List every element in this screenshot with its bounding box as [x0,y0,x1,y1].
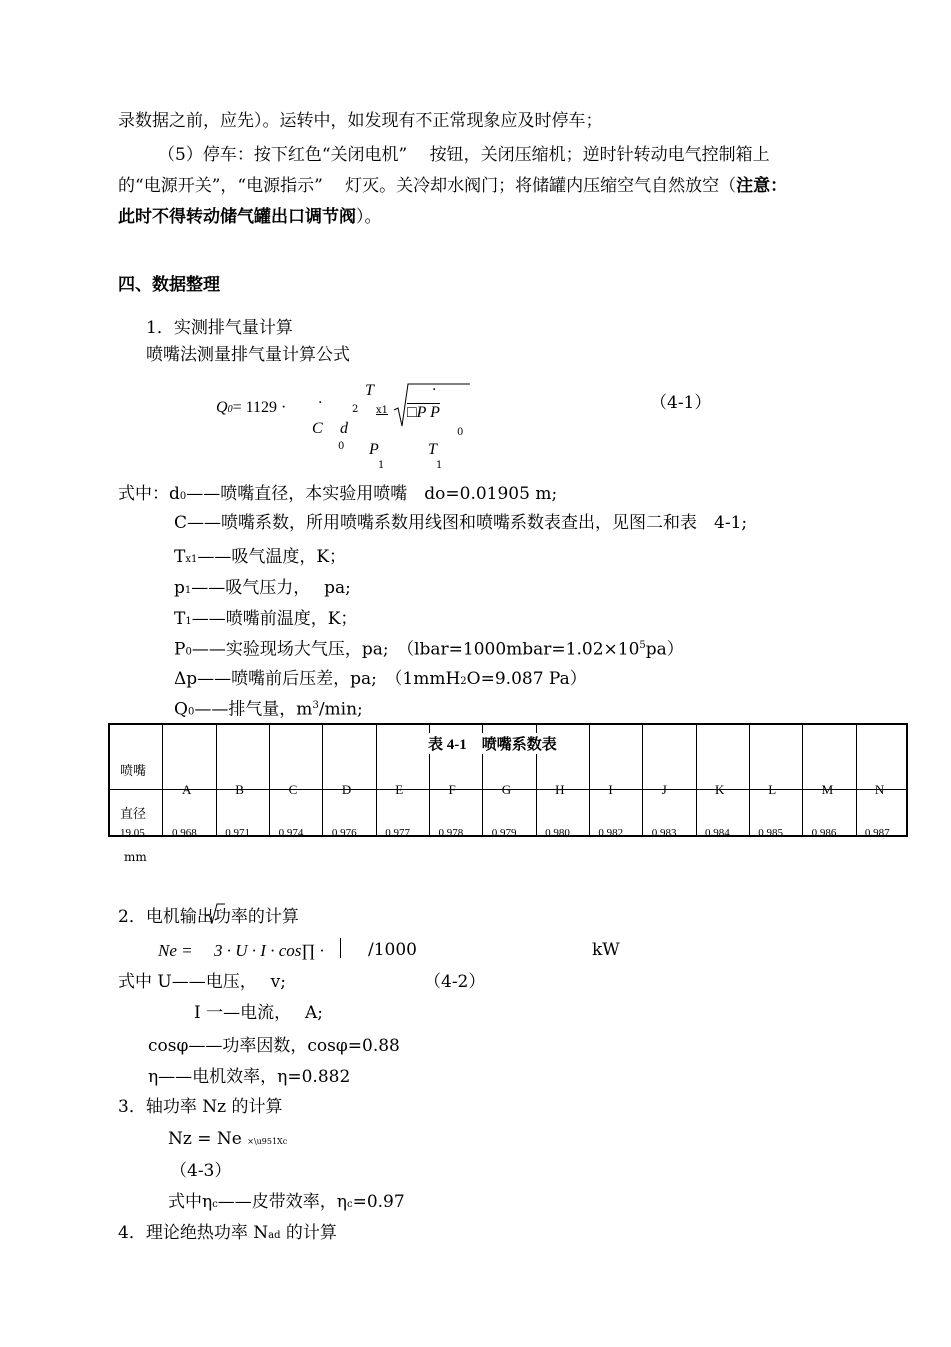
definition-line: T1——喷嘴前温度，K； [174,609,358,629]
formula-sqrt-sub: 0 [457,427,464,438]
paragraph-bold-text: 此时不得转动储气罐出口调节阀 [118,207,356,227]
item-heading: 2．电机输出功率的计算 [118,907,299,927]
formula-p: P [369,441,379,458]
equation-number: （4-1） [650,393,712,413]
definition-line: Q0——排气量，$m^3/\min$; [174,699,363,720]
paragraph-line: （5）停车：按下红色“关闭电机” 按钮，关闭压缩机；逆时针转动电气控制箱上 [158,145,770,165]
table-column-header: I [608,782,613,797]
table-column-header: L [768,782,777,797]
table-cell: 0.977 [385,827,410,839]
table-cell: 0.971 [225,827,251,839]
table-divider [749,725,750,835]
definition-line: Tx1——吸气温度，K； [174,547,347,567]
table-cell: 0.968 [172,827,197,839]
formula-dot: · [318,395,323,411]
formula-ne-unit: kW [592,940,620,960]
table-cell: 0.980 [545,827,570,839]
table-divider [162,725,163,835]
definition-line: cosφ——功率因数，cosφ=0.88 [148,1036,400,1056]
table-unit: mm [124,850,147,864]
table-cell: 0.976 [331,827,357,839]
sqrt-sign-icon [203,902,227,924]
formula-d: d [340,420,348,437]
formula-d-sup: 2 [352,404,359,415]
paragraph-text: ）。 [356,207,382,227]
definition-line: 式中 U——电压， v; [118,972,286,992]
definition-line: I 一—电流， A; [194,1003,324,1023]
formula-ne-lhs: Ne = [158,941,193,960]
formula-d-sub: 0 [338,441,345,452]
table-column-header: H [555,782,565,797]
formula-ne-div: /1000 [368,940,417,960]
definition-line: P0——实验现场大气压，pa; $(lbar=1000mbar=1.02\times 10^5pa)$ [174,639,684,660]
item-heading: 1．实测排气量计算 [146,318,293,338]
formula-bar [340,938,342,958]
table-divider [269,725,270,835]
paragraph-line [118,178,787,195]
table-cell: 0.986 [811,827,837,839]
formula-t: T [365,382,374,399]
table-cell: 0.987 [864,827,890,839]
table-title: 表 4-1 喷嘴系数表 [424,733,561,754]
table-cell: 0.984 [705,827,730,839]
definition-line: 式中：d0——喷嘴直径，本实验用喷嘴 do=0.01905 m; [118,484,558,504]
nozzle-coefficient-table [108,723,908,837]
item-subheading: 喷嘴法测量排气量计算公式 [146,345,350,365]
definition-line: Δp——喷嘴前后压差，pa; （1mmH2O=9.087 Pa） [174,669,587,689]
definition-line: η——电机效率，η=0.882 [148,1067,351,1087]
table-divider [376,725,377,835]
formula-lhs: Q0= 1129 · [216,399,287,416]
table-cell: 0.979 [491,827,517,839]
paragraph-bold-text: 注意： [736,176,788,196]
table-column-header: J [661,782,667,797]
table-divider [216,725,217,835]
formula-t1: T [428,441,437,458]
paragraph-line: 录数据之前，应先）。运转中，如发现有不正常现象应及时停车； [118,111,603,131]
equation-number: （4-3） [170,1161,232,1181]
table-cell: 0.982 [598,827,624,839]
table-column-header: E [395,782,404,797]
table-cell: 0.974 [278,827,304,839]
table-row-label: 喷嘴 [120,763,147,778]
formula-p-sub: 1 [378,460,385,471]
formula-c: C [312,420,323,437]
table-row-label: 19.05 [120,827,145,839]
table-column-header: D [341,782,352,797]
definition-line: C——喷嘴系数，所用喷嘴系数用线图和喷嘴系数表查出，见图二和表 4-1; [174,513,748,533]
item-heading: 3．轴功率 Nz 的计算 [118,1097,283,1117]
definition-line: 式中ηc——皮带效率，ηc=0.97 [168,1192,405,1212]
table-divider [642,725,643,835]
table-divider [322,725,323,835]
section-heading: 四、数据整理 [118,275,220,295]
table-divider [696,725,697,835]
definition-line: p1——吸气压力， pa; [174,578,351,598]
table-column-header: K [715,782,725,797]
table-cell: 0.985 [758,827,784,839]
table-column-header: B [235,782,244,797]
table-divider [856,725,857,835]
equation-number: （4-2） [424,972,486,992]
formula-nz: Nz = Ne ×\u951Xc [168,1129,288,1149]
table-column-header: A [182,782,192,797]
formula-t1-sub: 1 [436,460,443,471]
table-column-header: M [821,782,834,797]
table-cell: 0.978 [438,827,464,839]
table-column-header: F [448,782,456,797]
table-divider [589,725,590,835]
formula-ne-rhs: 3 · U · I · cos∏ · [214,941,324,960]
table-column-header: N [874,782,885,797]
paragraph-line [118,209,382,226]
formula-t-sub: x1 [376,405,389,416]
formula-sqrt-num: □P P [407,404,440,421]
table-divider [802,725,803,835]
paragraph-text: 的“电源开关”，“电源指示” 灯灭。关冷却水阀门；将储罐内压缩空气自然放空（ [118,176,737,196]
table-column-header: G [501,782,512,797]
table-cell: 0.983 [651,827,677,839]
table-row-label: 直径 [120,806,147,821]
item-heading: 4．理论绝热功率 Nad 的计算 [118,1223,337,1243]
formula-dot: · [432,382,437,398]
table-column-header: C [288,782,298,797]
